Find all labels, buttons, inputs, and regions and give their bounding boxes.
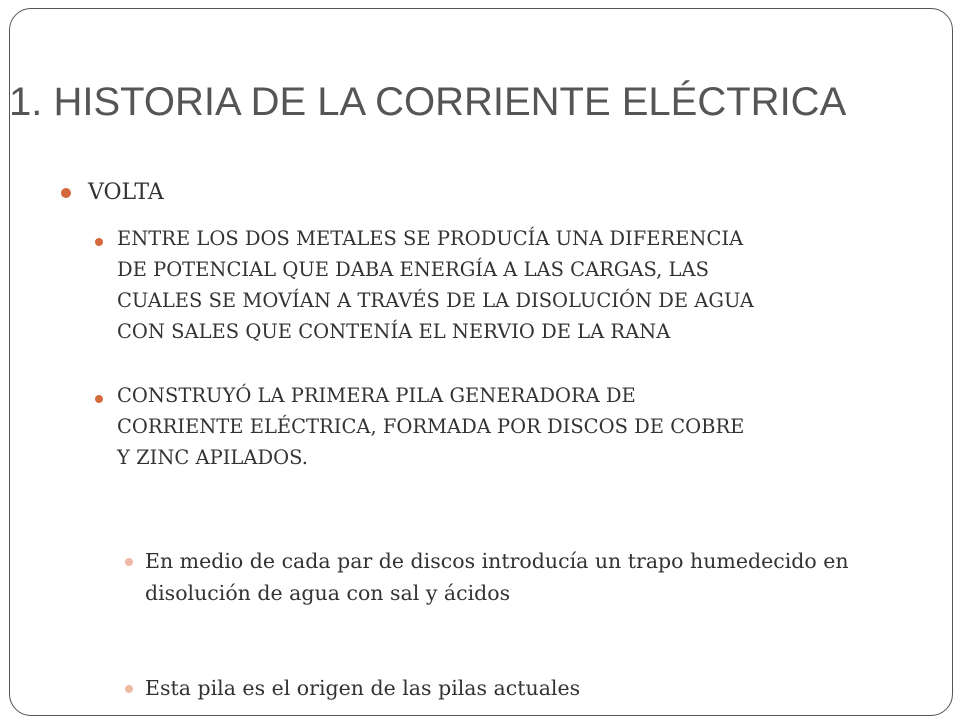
text-line: Esta pila es el origen de las pilas actuales bbox=[145, 676, 581, 700]
bullet-diferencia-text bbox=[117, 223, 917, 347]
text-line: Y ZINC APILADOS. bbox=[117, 446, 308, 469]
text-line: En medio de cada par de discos introducía un trapo humedecido en bbox=[145, 549, 849, 573]
text-line: CORRIENTE ELÉCTRICA, FORMADA POR DISCOS DE COBRE bbox=[117, 415, 745, 438]
bullet-trapo-dot bbox=[125, 558, 133, 566]
bullet-trapo-text bbox=[145, 545, 935, 609]
bullet-origen-text bbox=[145, 672, 935, 704]
text-line: ENTRE LOS DOS METALES SE PRODUCÍA UNA DIFERENCIA bbox=[117, 227, 744, 250]
bullet-volta-text: VOLTA bbox=[88, 180, 164, 205]
text-line: CUALES SE MOVÍAN A TRAVÉS DE LA DISOLUCIÓN DE AGUA bbox=[117, 289, 754, 312]
bullet-pila-dot bbox=[95, 395, 103, 403]
text-line: CON SALES QUE CONTENÍA EL NERVIO DE LA RANA bbox=[117, 320, 671, 343]
bullet-volta-dot bbox=[61, 188, 71, 198]
text-line: disolución de agua con sal y ácidos bbox=[145, 581, 511, 605]
slide-title: 1. HISTORIA DE LA CORRIENTE ELÉCTRICA bbox=[9, 80, 847, 124]
bullet-origen-dot bbox=[125, 685, 133, 693]
bullet-diferencia-dot bbox=[95, 238, 103, 246]
bullet-pila-text bbox=[117, 380, 917, 473]
text-line: DE POTENCIAL QUE DABA ENERGÍA A LAS CARGAS, LAS bbox=[117, 258, 709, 281]
text-line: CONSTRUYÓ LA PRIMERA PILA GENERADORA DE bbox=[117, 384, 636, 407]
